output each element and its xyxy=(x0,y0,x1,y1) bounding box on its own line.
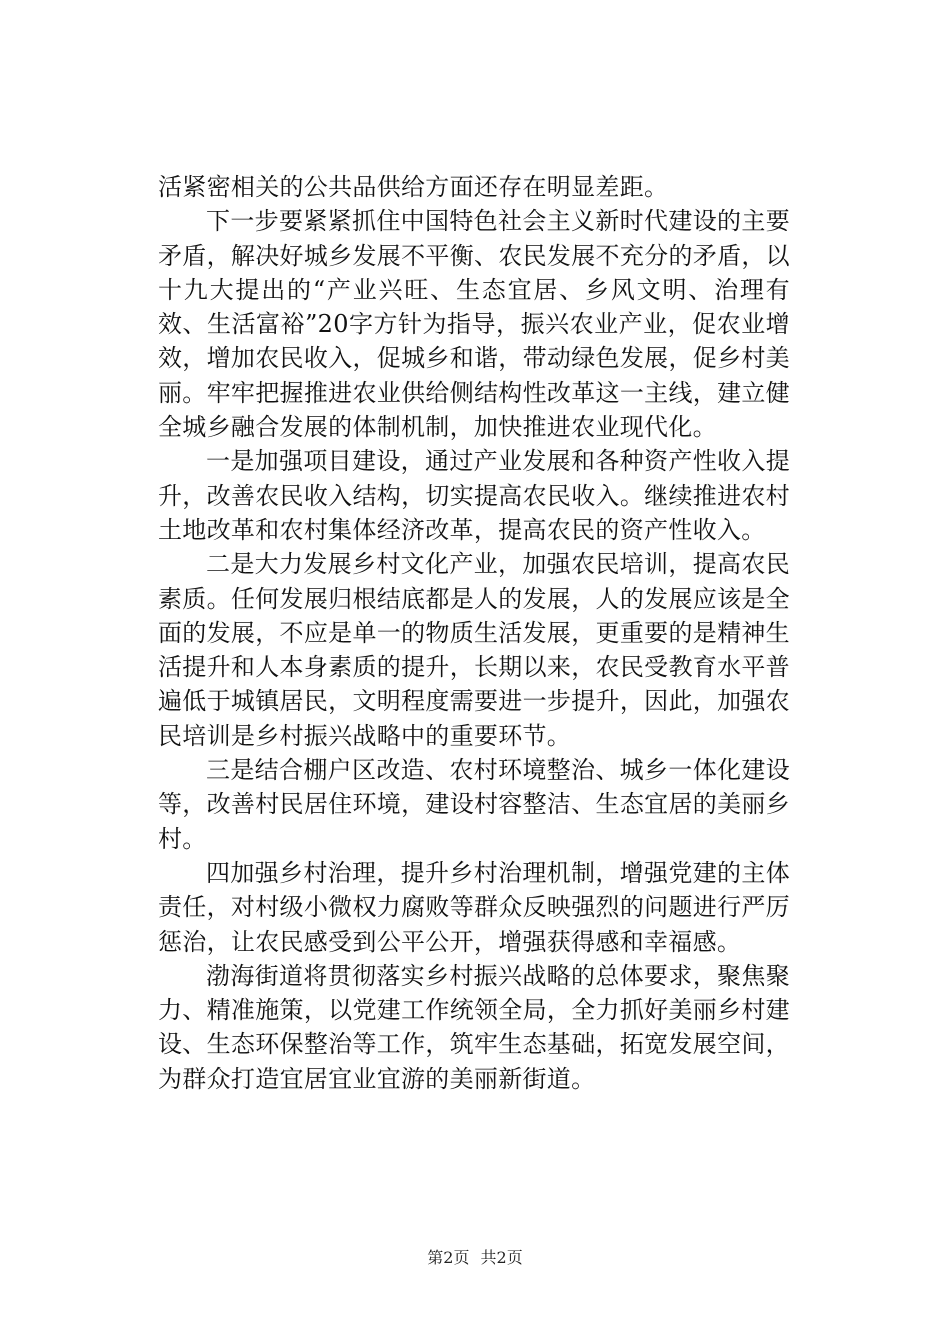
page-number-total: 共2页 xyxy=(480,1248,523,1267)
paragraph-5: 三是结合棚户区改造、农村环境整治、城乡一体化建设等，改善村民居住环境，建设村容整洁、生态宜居的美丽乡村。 xyxy=(158,756,790,853)
paragraph-2: 下一步要紧紧抓住中国特色社会主义新时代建设的主要矛盾，解决好城乡发展不平衡、农民发展不充分的矛盾，以十九大提出的“产业兴旺、生态宜居、乡风文明、治理有效、生活富裕”20字方针为指导，振兴农业产业，促农业增效，增加农民收入，促城乡和谐，带动绿色发展，促乡村美丽。牢牢把握推进农业供给侧结构性改革这一主线，建立健全城乡融合发展的体制机制，加快推进农业现代化。 xyxy=(158,207,790,442)
paragraph-1: 活紧密相关的公共品供给方面还存在明显差距。 xyxy=(158,173,669,201)
document-body xyxy=(158,170,790,1096)
paragraph-6: 四加强乡村治理，提升乡村治理机制，增强党建的主体责任，对村级小微权力腐败等群众反映强烈的问题进行严厉惩治，让农民感受到公平公开，增强获得感和幸福感。 xyxy=(158,858,790,956)
paragraph-4: 二是大力发展乡村文化产业，加强农民培训，提高农民素质。任何发展归根结底都是人的发展，人的发展应该是全面的发展，不应是单一的物质生活发展，更重要的是精神生活提升和人本身素质的提升，长期以来，农民受教育水平普遍低于城镇居民，文明程度需要进一步提升，因此，加强农民培训是乡村振兴战略中的重要环节。 xyxy=(158,550,790,750)
paragraph-7: 渤海街道将贯彻落实乡村振兴战略的总体要求，聚焦聚力、精准施策，以党建工作统领全局，全力抓好美丽乡村建设、生态环保整治等工作，筑牢生态基础，拓宽发展空间，为群众打造宜居宜业宜游的美丽新街道。 xyxy=(158,961,790,1093)
paragraph-3: 一是加强项目建设，通过产业发展和各种资产性收入提升，改善农民收入结构，切实提高农民收入。继续推进农村土地改革和农村集体经济改革，提高农民的资产性收入。 xyxy=(158,447,790,544)
page-number-current: 第2页 xyxy=(427,1248,470,1267)
page-footer xyxy=(0,1245,950,1268)
